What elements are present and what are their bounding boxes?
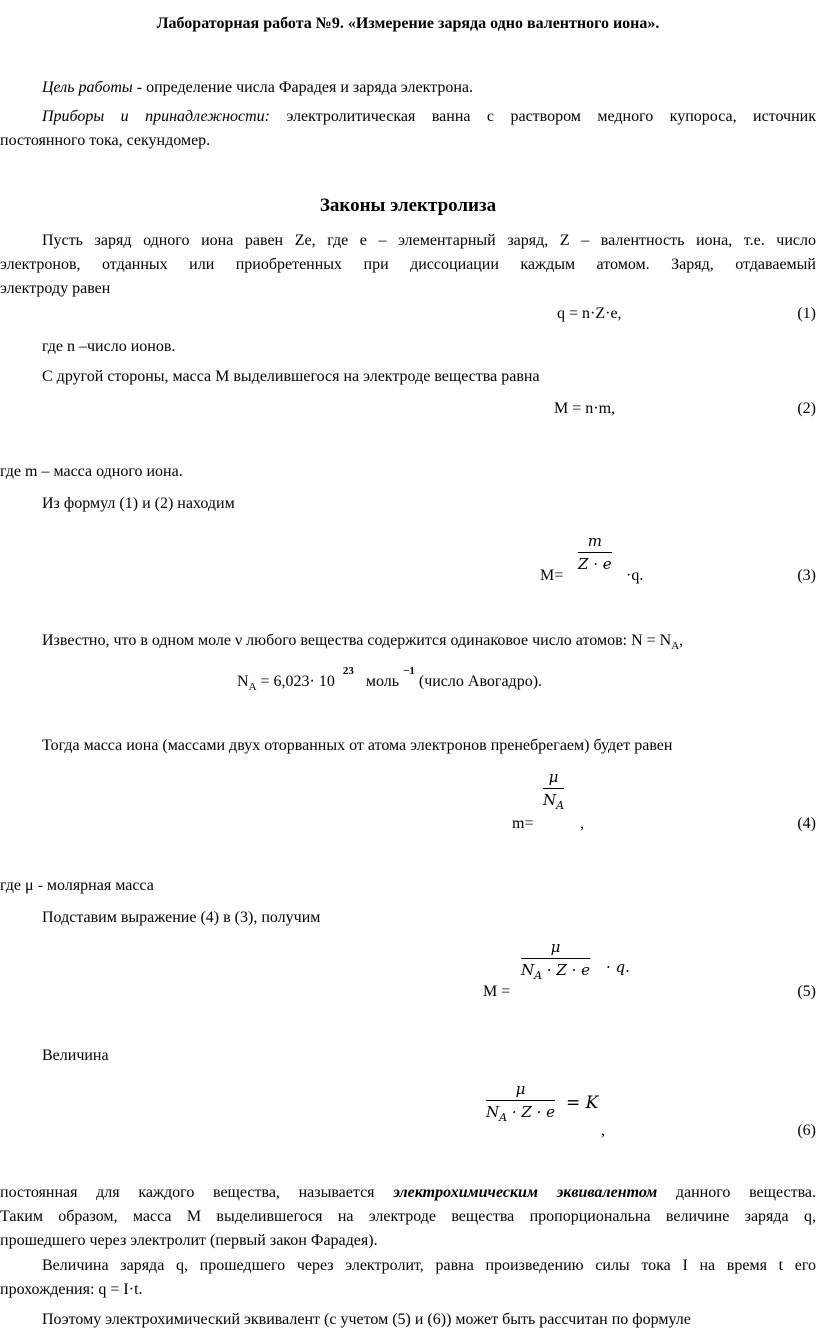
equation-3-lhs: M= [540, 567, 564, 584]
equation-5-number: (5) [797, 983, 816, 1000]
p1-line-1: Пусть заряд одного иона равен Ze, где е – элементарный заряд, Z – валентность иона, т.е. число [42, 232, 816, 249]
paragraph-5: Тогда масса иона (массами двух оторванных от атома электронов пренебрегаем) будет равен [42, 737, 673, 754]
equation-6-numerator: μ [515, 1080, 526, 1098]
p8-line-3: прошедшего через электролит (первый закон Фарадея). [0, 1232, 378, 1249]
paragraph-2: С другой стороны, масса М выделившегося на электроде вещества равна [42, 368, 540, 385]
equation-6-denominator: $N_A \cdot Z \cdot e$ [486, 1100, 555, 1121]
equation-4-denominator: $N_A$ [543, 788, 564, 809]
equation-4-number: (4) [797, 815, 816, 832]
equation-5-numerator: μ [550, 938, 561, 956]
section-title: Законы электролиза [319, 195, 497, 216]
equation-1-number: (1) [797, 305, 816, 322]
equation-3-numerator: m [587, 532, 602, 550]
equation-4-rhs: , [580, 815, 584, 832]
goal-paragraph [42, 78, 473, 97]
equation-5-denominator: $N_A \cdot Z \cdot e$ [521, 958, 590, 979]
equation-6-comma: , [601, 1122, 605, 1139]
equation-6-rhs: = K [566, 1093, 599, 1113]
paragraph-3: Из формул (1) и (2) находим [42, 495, 235, 512]
paragraph-4: Известно, что в одном моле ν любого вещества содержится одинаковое число атомов: $N = N_A$, [42, 632, 684, 653]
equation-4-fraction [543, 768, 565, 812]
paragraph-10: Поэтому электрохимический эквивалент (с учетом (5) и (6)) может быть рассчитан по формуле [42, 1311, 691, 1328]
equation-3-denominator: Z · e [578, 552, 612, 573]
equation-2-number: (2) [797, 400, 816, 417]
where-n-text: где n –число ионов. [42, 338, 176, 355]
goal-text: - определение числа Фарадея и заряда электрона. [132, 79, 473, 96]
paragraph-7: Величина [42, 1047, 109, 1064]
where-m-text: где m – масса одного иона. [0, 463, 183, 480]
instruments-paragraph [0, 107, 816, 155]
term-electrochemical-equivalent: электрохимическим эквивалентом [393, 1184, 658, 1201]
equation-4-numerator: μ [548, 768, 559, 786]
equation-1: q = n·Z·e, [557, 305, 622, 322]
equation-6-number: (6) [797, 1122, 816, 1139]
instruments-label: Приборы и принадлежности: [42, 108, 271, 125]
paragraph-1 [0, 231, 816, 303]
p1-line-3: электроду равен [0, 280, 111, 297]
p1-line-2: электронов, отданных или приобретенных при диссоциации каждым атомом. Заряд, отдаваемый [0, 256, 816, 273]
equation-3-rhs: ·q. [626, 567, 644, 584]
p9-line-2: прохождения: q = I·t. [0, 1281, 143, 1298]
equation-2: M = n·m, [554, 400, 616, 417]
equation-5-fraction [521, 938, 590, 982]
avogadro-number: $N_A = 6,023\cdot 10^{23}$ моль$^{-1}$ (число Авогадро). [237, 664, 543, 694]
equation-5-lhs: M = [483, 983, 511, 1000]
p8-line-2: Таким образом, масса М выделившегося на электроде вещества пропорциональна величине заряда q, [0, 1208, 816, 1225]
where-mu-text: где μ - молярная масса [0, 877, 154, 894]
equation-6-fraction [486, 1080, 555, 1124]
equation-3-number: (3) [797, 567, 816, 584]
equation-4-lhs: m= [512, 815, 534, 832]
equation-3-fraction [578, 532, 612, 573]
page-title: Лабораторная работа №9. «Измерение заряда одно валентного иона». [156, 15, 660, 32]
paragraph-6: Подставим выражение (4) в (3), получим [42, 909, 321, 926]
instruments-line-2: постоянного тока, секундомер. [0, 132, 211, 149]
equation-5-rhs: · q. [606, 958, 630, 976]
paragraph-9 [0, 1256, 816, 1304]
goal-label: Цель работы [42, 79, 133, 96]
p9-line-1: Величина заряда q, прошедшего через электролит, равна произведению силы тока I на время t его [42, 1257, 816, 1274]
p8-line-1: постоянная для каждого вещества, называется электрохимическим эквивалентом данного вещества. [0, 1184, 816, 1201]
instruments-line-1: Приборы и принадлежности: электролитическая ванна с раствором медного купороса, источник [42, 108, 816, 125]
paragraph-8 [0, 1183, 816, 1255]
